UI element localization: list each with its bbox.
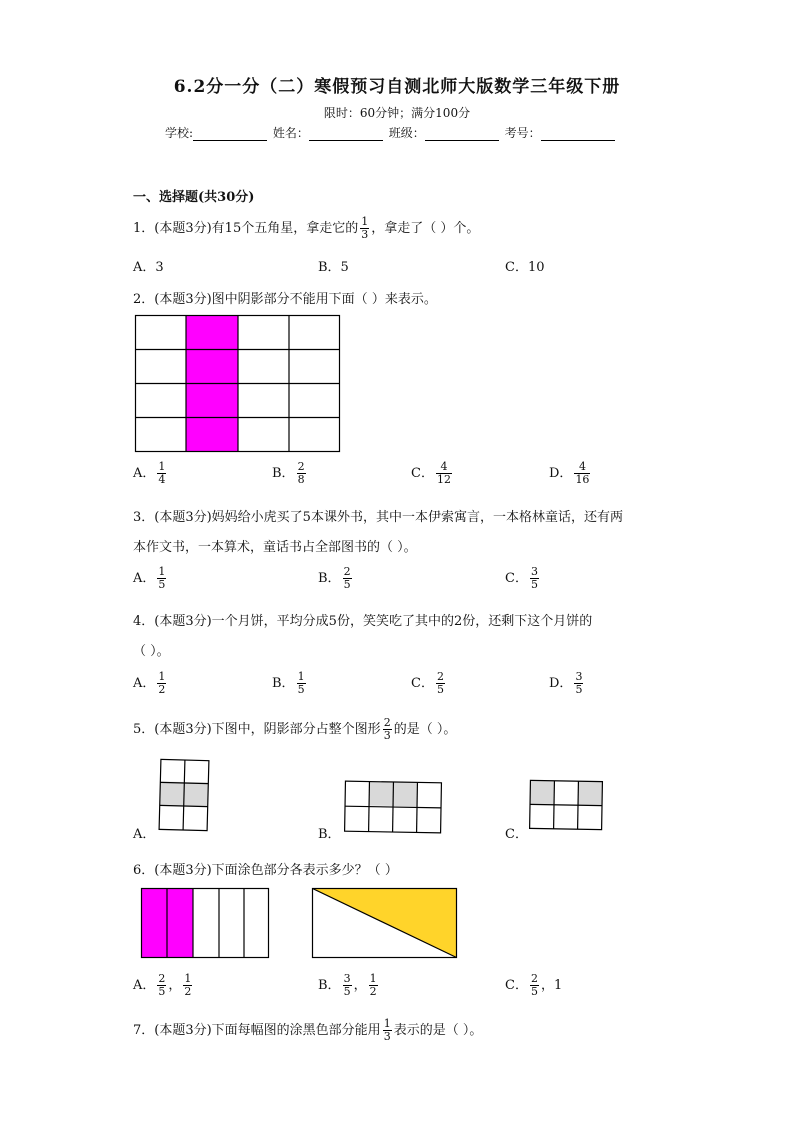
q7-text-end: 表示的是（ ）。 xyxy=(393,1023,483,1038)
class-label: 班级： xyxy=(388,126,425,140)
q4-option-d[interactable]: D． $\frac{3}{5}$ xyxy=(549,670,583,696)
q5-option-b[interactable]: B． xyxy=(318,827,341,842)
q1-fraction: $\frac{1}{3}$ xyxy=(361,215,369,241)
question-2: 2．(本题3分)图中阴影部分不能用下面（ ）来表示。 xyxy=(133,292,437,307)
student-info xyxy=(165,124,617,141)
q2-option-d[interactable]: D． $\frac{4}{16}$ xyxy=(549,460,590,486)
exam-blank[interactable] xyxy=(541,128,615,141)
q2-option-b[interactable]: B． $\frac{2}{8}$ xyxy=(272,460,305,486)
q1-option-a[interactable]: A．3 xyxy=(133,260,164,275)
q1-option-b[interactable]: B．5 xyxy=(318,260,349,275)
q5-figure-c xyxy=(528,779,604,833)
class-blank[interactable] xyxy=(425,128,499,141)
section-title: 一、选择题(共30分) xyxy=(133,190,255,205)
name-blank[interactable] xyxy=(309,128,383,141)
question-4-line1: 4．(本题3分)一个月饼，平均分成5份，笑笑吃了其中的2份，还剩下这个月饼的 xyxy=(133,614,593,629)
q4-option-b[interactable]: B． $\frac{1}{5}$ xyxy=(272,670,305,696)
q3-option-c[interactable]: C． $\frac{3}{5}$ xyxy=(505,565,538,591)
q6-option-b[interactable]: B． $\frac{3}{5}$ ， $\frac{1}{2}$ xyxy=(318,972,377,998)
q5-text: 5．(本题3分)下图中，阴影部分占整个图形 xyxy=(133,722,381,737)
question-1 xyxy=(133,216,479,241)
school-blank[interactable] xyxy=(193,128,267,141)
exam-label: 考号： xyxy=(504,126,541,140)
q6-option-a[interactable]: A． $\frac{2}{5}$ ， $\frac{1}{2}$ xyxy=(133,972,192,998)
q4-option-c[interactable]: C． $\frac{2}{5}$ xyxy=(411,670,444,696)
q2-option-c[interactable]: C． $\frac{4}{12}$ xyxy=(411,460,451,486)
q5-option-a[interactable]: A． xyxy=(133,827,156,842)
q4-option-a[interactable]: A． $\frac{1}{2}$ xyxy=(133,670,166,696)
q3-option-b[interactable]: B． $\frac{2}{5}$ xyxy=(318,565,351,591)
q3-option-a[interactable]: A． $\frac{1}{5}$ xyxy=(133,565,166,591)
q5-figure-a xyxy=(157,758,211,834)
question-5 xyxy=(133,717,456,742)
name-label: 姓名： xyxy=(272,126,309,140)
q2-option-a[interactable]: A． $\frac{1}{4}$ xyxy=(133,460,166,486)
question-4-line2: （ ）。 xyxy=(133,644,170,659)
page-title: 6.2分一分（二）寒假预习自测北师大版数学三年级下册 xyxy=(173,77,621,97)
question-7 xyxy=(133,1018,482,1043)
q1-text-end: ，拿走了（ ）个。 xyxy=(371,221,480,236)
q6-figure-bars xyxy=(141,888,271,960)
question-6: 6．(本题3分)下面涂色部分各表示多少？（ ） xyxy=(133,863,398,878)
q1-text: 1．(本题3分)有15个五角星，拿走它的 xyxy=(133,221,359,236)
q7-fraction: $\frac{1}{3}$ xyxy=(383,1017,391,1043)
q5-fraction: $\frac{2}{3}$ xyxy=(383,716,391,742)
question-3-line1: 3．(本题3分)妈妈给小虎买了5本课外书，其中一本伊索寓言，一本格林童话，还有两 xyxy=(133,510,623,525)
q7-text: 7．(本题3分)下面每幅图的涂黑色部分能用 xyxy=(133,1023,381,1038)
q6-figure-triangle xyxy=(312,888,458,960)
page-subtitle: 限时：60分钟；满分100分 xyxy=(323,106,471,120)
q1-option-c[interactable]: C．10 xyxy=(505,260,545,275)
school-label: 学校: xyxy=(165,126,194,140)
q5-text-end: 的是（ ）。 xyxy=(393,722,457,737)
q2-grid-figure xyxy=(135,315,341,453)
q6-option-c[interactable]: C． $\frac{2}{5}$ ，1 xyxy=(505,972,563,998)
question-3-line2: 本作文书，一本算术，童话书占全部图书的（ ）。 xyxy=(133,540,417,555)
q5-option-c[interactable]: C． xyxy=(505,827,528,842)
q5-figure-b xyxy=(343,780,443,836)
